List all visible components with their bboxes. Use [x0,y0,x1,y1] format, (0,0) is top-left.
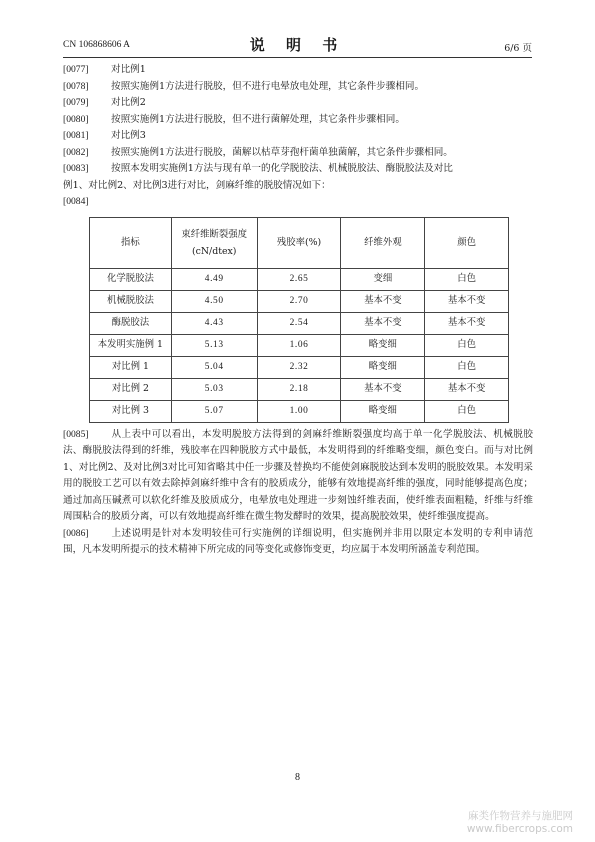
table-cell: 5.04 [171,356,257,378]
table-header-cell [171,217,257,268]
page-indicator: 6/6 页 [504,43,532,54]
table-row [90,356,509,378]
table-header-cell: 残胶率(%) [257,217,341,268]
paragraph-0077 [63,62,533,79]
table-header-row [90,217,509,268]
table-cell: 白色 [425,400,509,422]
page-header [63,34,532,56]
table-cell: 基本不变 [341,378,425,400]
table-cell: 机械脱胶法 [90,290,172,312]
table-cell: 4.43 [171,312,257,334]
table-cell: 白色 [425,334,509,356]
table-header-cell: 指标 [90,217,172,268]
paragraph-tag: [0082] [63,146,89,158]
paragraph-0081 [63,128,533,145]
paragraph-text: 例1、对比例2、对比例3进行对比，剑麻纤维的脱胶情况如下： [63,179,331,191]
table-row [90,334,509,356]
degumming-comparison-table [89,217,509,423]
paragraph-0079 [63,95,533,112]
document-body [63,62,533,559]
paragraph-text: 按照本发明实施例1方法与现有单一的化学脱胶法、机械脱胶法、酶脱胶法及对比 [111,163,453,174]
paragraph-text: 按照实施例1方法进行脱胶，但不进行菌解处理，其它条件步骤相同。 [111,113,405,125]
table-cell: 4.49 [171,268,257,290]
table-cell: 4.50 [171,290,257,312]
table-cell: 对比例 3 [90,400,172,422]
table-cell: 2.70 [257,290,341,312]
table-row [90,290,509,312]
table-cell: 2.32 [257,356,341,378]
table-row [90,400,509,422]
table-cell: 1.06 [257,334,341,356]
table-cell: 酶脱胶法 [90,312,172,334]
paragraph-0078 [63,79,533,96]
table-cell: 2.54 [257,312,341,334]
table-cell: 白色 [425,356,509,378]
doc-title: 说 明 书 [249,36,346,54]
table-cell: 对比例 2 [90,378,172,400]
header-rule [63,57,532,58]
paragraph-text: 按照实施例1方法进行脱胶，但不进行电晕放电处理，其它条件步骤相同。 [111,80,425,92]
paragraph-0083-continued [63,178,533,195]
table-cell: 基本不变 [341,290,425,312]
table-cell: 白色 [425,268,509,290]
paragraph-0080 [63,112,533,129]
paragraph-0086 [63,526,533,559]
paragraph-tag: [0086] [63,527,89,539]
paragraph-text: 对比例2 [111,97,146,108]
paragraph-tag: [0083] [63,163,89,174]
table-cell: 略变细 [341,356,425,378]
table-row [90,378,509,400]
paragraph-tag: [0081] [63,130,89,141]
table-cell: 略变细 [341,400,425,422]
paragraph-0082 [63,145,533,162]
paragraph-tag: [0078] [63,80,89,92]
paragraph-text: 上述说明是针对本发明较佳可行实施例的详细说明，但实施例并非用以限定本发明的专利申请范围，凡本发明所提示的技术精神下所完成的同等变化或修饰变更，均应属于本发明所涵盖专利范围。 [63,527,533,555]
paragraph-0083 [63,161,533,178]
header-strength-unit: (cN/dtex) [191,245,237,257]
paragraph-tag: [0080] [63,113,89,125]
paragraph-tag: [0084] [63,196,89,207]
doc-id: CN 106868606 A [63,40,131,50]
header-strength-label: 束纤维断裂强度 [181,228,248,240]
table-header-cell: 纤维外观 [341,217,425,268]
table-cell: 变细 [341,268,425,290]
table-header-cell: 颜色 [425,217,509,268]
paragraph-tag: [0077] [63,64,89,75]
table-cell: 基本不变 [425,290,509,312]
paragraph-text: 按照实施例1方法进行脱胶，菌解以枯草芽孢杆菌单独菌解，其它条件步骤相同。 [111,146,453,158]
paragraph-tag: [0079] [63,97,89,108]
paragraph-text: 对比例1 [111,64,146,75]
table-row [90,268,509,290]
table-cell: 基本不变 [341,312,425,334]
table-cell: 基本不变 [425,312,509,334]
table-cell: 5.13 [171,334,257,356]
page-number: 8 [295,772,300,783]
table-row [90,312,509,334]
table-cell: 化学脱胶法 [90,268,172,290]
paragraph-0084 [63,194,533,211]
table-cell: 本发明实施例 1 [90,334,172,356]
table-cell: 1.00 [257,400,341,422]
watermark-url: www.fibercrops.com [466,823,573,835]
paragraph-text: 对比例3 [111,130,146,141]
table-cell: 5.07 [171,400,257,422]
site-watermark [467,810,573,836]
table-cell: 基本不变 [425,378,509,400]
paragraph-0085 [63,427,533,526]
paragraph-tag: [0085] [63,428,89,440]
paragraph-text: 从上表中可以看出，本发明脱胶方法得到的剑麻纤维断裂强度均高于单一化学脱胶法、机械脱胶法、酶脱胶法得到的纤维，残胶率在四种脱胶方式中最低，本发明得到的纤维略变细，颜色变白。而与对比例1、对比例2、及对比例3对比可知省略其中任一步骤及替换均不能使剑麻脱胶达到本发明的脱胶效果。本发明采用的脱胶工艺可以有效去除掉剑麻纤维中含有的胶质成分，能够有效地提高纤维的强度，同时能够提高色度；通过加高压碱煮可以软化纤维及胶质成分，电晕放电处理进一步刻蚀纤维表面，使纤维表面粗糙，纤维与纤维周围粘合的胶质分离，可以有效地提高纤维在微生物发酵时的效果，提高脱胶效果，使纤维强度提高。 [63,428,533,522]
table-cell: 5.03 [171,378,257,400]
table-cell: 对比例 1 [90,356,172,378]
table-cell: 略变细 [341,334,425,356]
table-cell: 2.18 [257,378,341,400]
table-cell: 2.65 [257,268,341,290]
watermark-title: 麻类作物营养与施肥网 [468,810,573,822]
